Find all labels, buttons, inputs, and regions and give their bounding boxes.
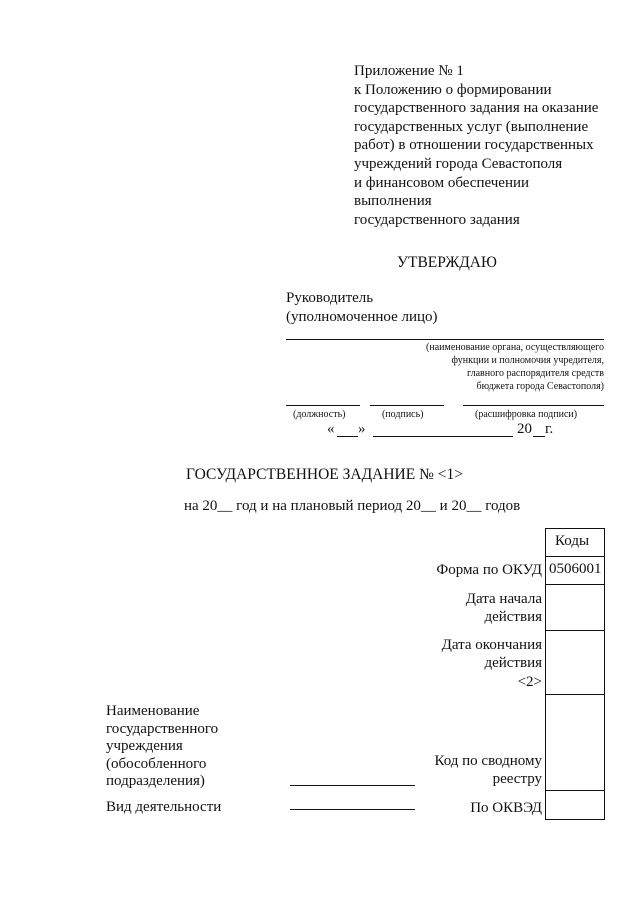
activity-label: Вид деятельности (106, 799, 222, 815)
org-note-line: главного распорядителя средств (467, 368, 604, 379)
org-note-line: бюджета города Севастополя) (476, 381, 604, 392)
position-line (286, 405, 360, 406)
decoding-line (463, 405, 604, 406)
period-line: на 20__ год и на плановый период 20__ и 20__ годов (184, 498, 521, 514)
appendix-line: государственных услуг (выполнение (354, 118, 589, 135)
org-name-caption (380, 341, 604, 393)
registry-label (380, 752, 542, 789)
institution-label-line: подразделения) (106, 773, 205, 790)
appendix-line: государственного задания на оказание (354, 100, 599, 117)
date-open-quote: « (327, 421, 335, 437)
okud-value: 0506001 (549, 561, 602, 577)
okud-label: Форма по ОКУД (436, 562, 542, 578)
end-date-label (380, 636, 542, 691)
appendix-line: государственного задания (354, 211, 520, 228)
head-title (286, 289, 438, 326)
position-caption: (должность) (293, 409, 346, 420)
org-note-line: (наименование органа, осуществляющего (426, 342, 604, 353)
date-month-line (373, 436, 513, 437)
decoding-caption: (расшифровка подписи) (475, 409, 578, 420)
registry-cell (545, 694, 605, 791)
end-date-label-line: действия (484, 655, 542, 672)
institution-label-line: государственного (106, 720, 219, 737)
registry-label-line: реестру (492, 771, 542, 788)
institution-name-line (290, 785, 415, 786)
head-line: Руководитель (286, 290, 374, 306)
appendix-line: Приложение № 1 (354, 63, 464, 79)
appendix-line: и финансовом обеспечении (354, 174, 530, 191)
okved-cell (545, 790, 605, 820)
signature-line (370, 405, 444, 406)
document-title: ГОСУДАРСТВЕННОЕ ЗАДАНИЕ № <1> (186, 466, 463, 483)
appendix-line: выполнения (354, 193, 432, 210)
start-date-label-line: Дата начала (465, 591, 542, 607)
appendix-line: работ) в отношении государственных (354, 137, 594, 154)
org-note-line: функции и полномочия учредителя, (451, 355, 604, 366)
start-date-label (380, 590, 542, 627)
org-name-line (286, 339, 604, 340)
start-date-cell (545, 584, 605, 631)
registry-label-line: Код по сводному (434, 753, 542, 769)
appendix-line: учреждений города Севастополя (354, 155, 563, 172)
institution-label-line: (обособленного (106, 755, 207, 772)
codes-header: Коды (555, 533, 590, 549)
date-year-line (533, 436, 545, 437)
date-close-quote: » (358, 421, 366, 437)
appendix-line: к Положению о формировании (354, 81, 552, 98)
institution-label-line: Наименование (106, 703, 200, 719)
end-date-label-line: Дата окончания (441, 637, 542, 653)
date-year-suffix: г. (545, 421, 554, 437)
start-date-label-line: действия (484, 609, 542, 626)
activity-line (290, 809, 415, 810)
end-date-label-line: <2> (517, 673, 542, 690)
institution-label-line: учреждения (106, 738, 183, 755)
appendix-note (354, 62, 598, 229)
approval-title: УТВЕРЖДАЮ (397, 254, 497, 271)
okved-label: По ОКВЭД (470, 800, 542, 816)
date-year-prefix: 20 (517, 421, 532, 437)
head-line: (уполномоченное лицо) (286, 308, 438, 325)
end-date-cell (545, 630, 605, 695)
date-day-line (337, 436, 358, 437)
signature-caption: (подпись) (382, 409, 424, 420)
institution-name-label (106, 703, 218, 791)
